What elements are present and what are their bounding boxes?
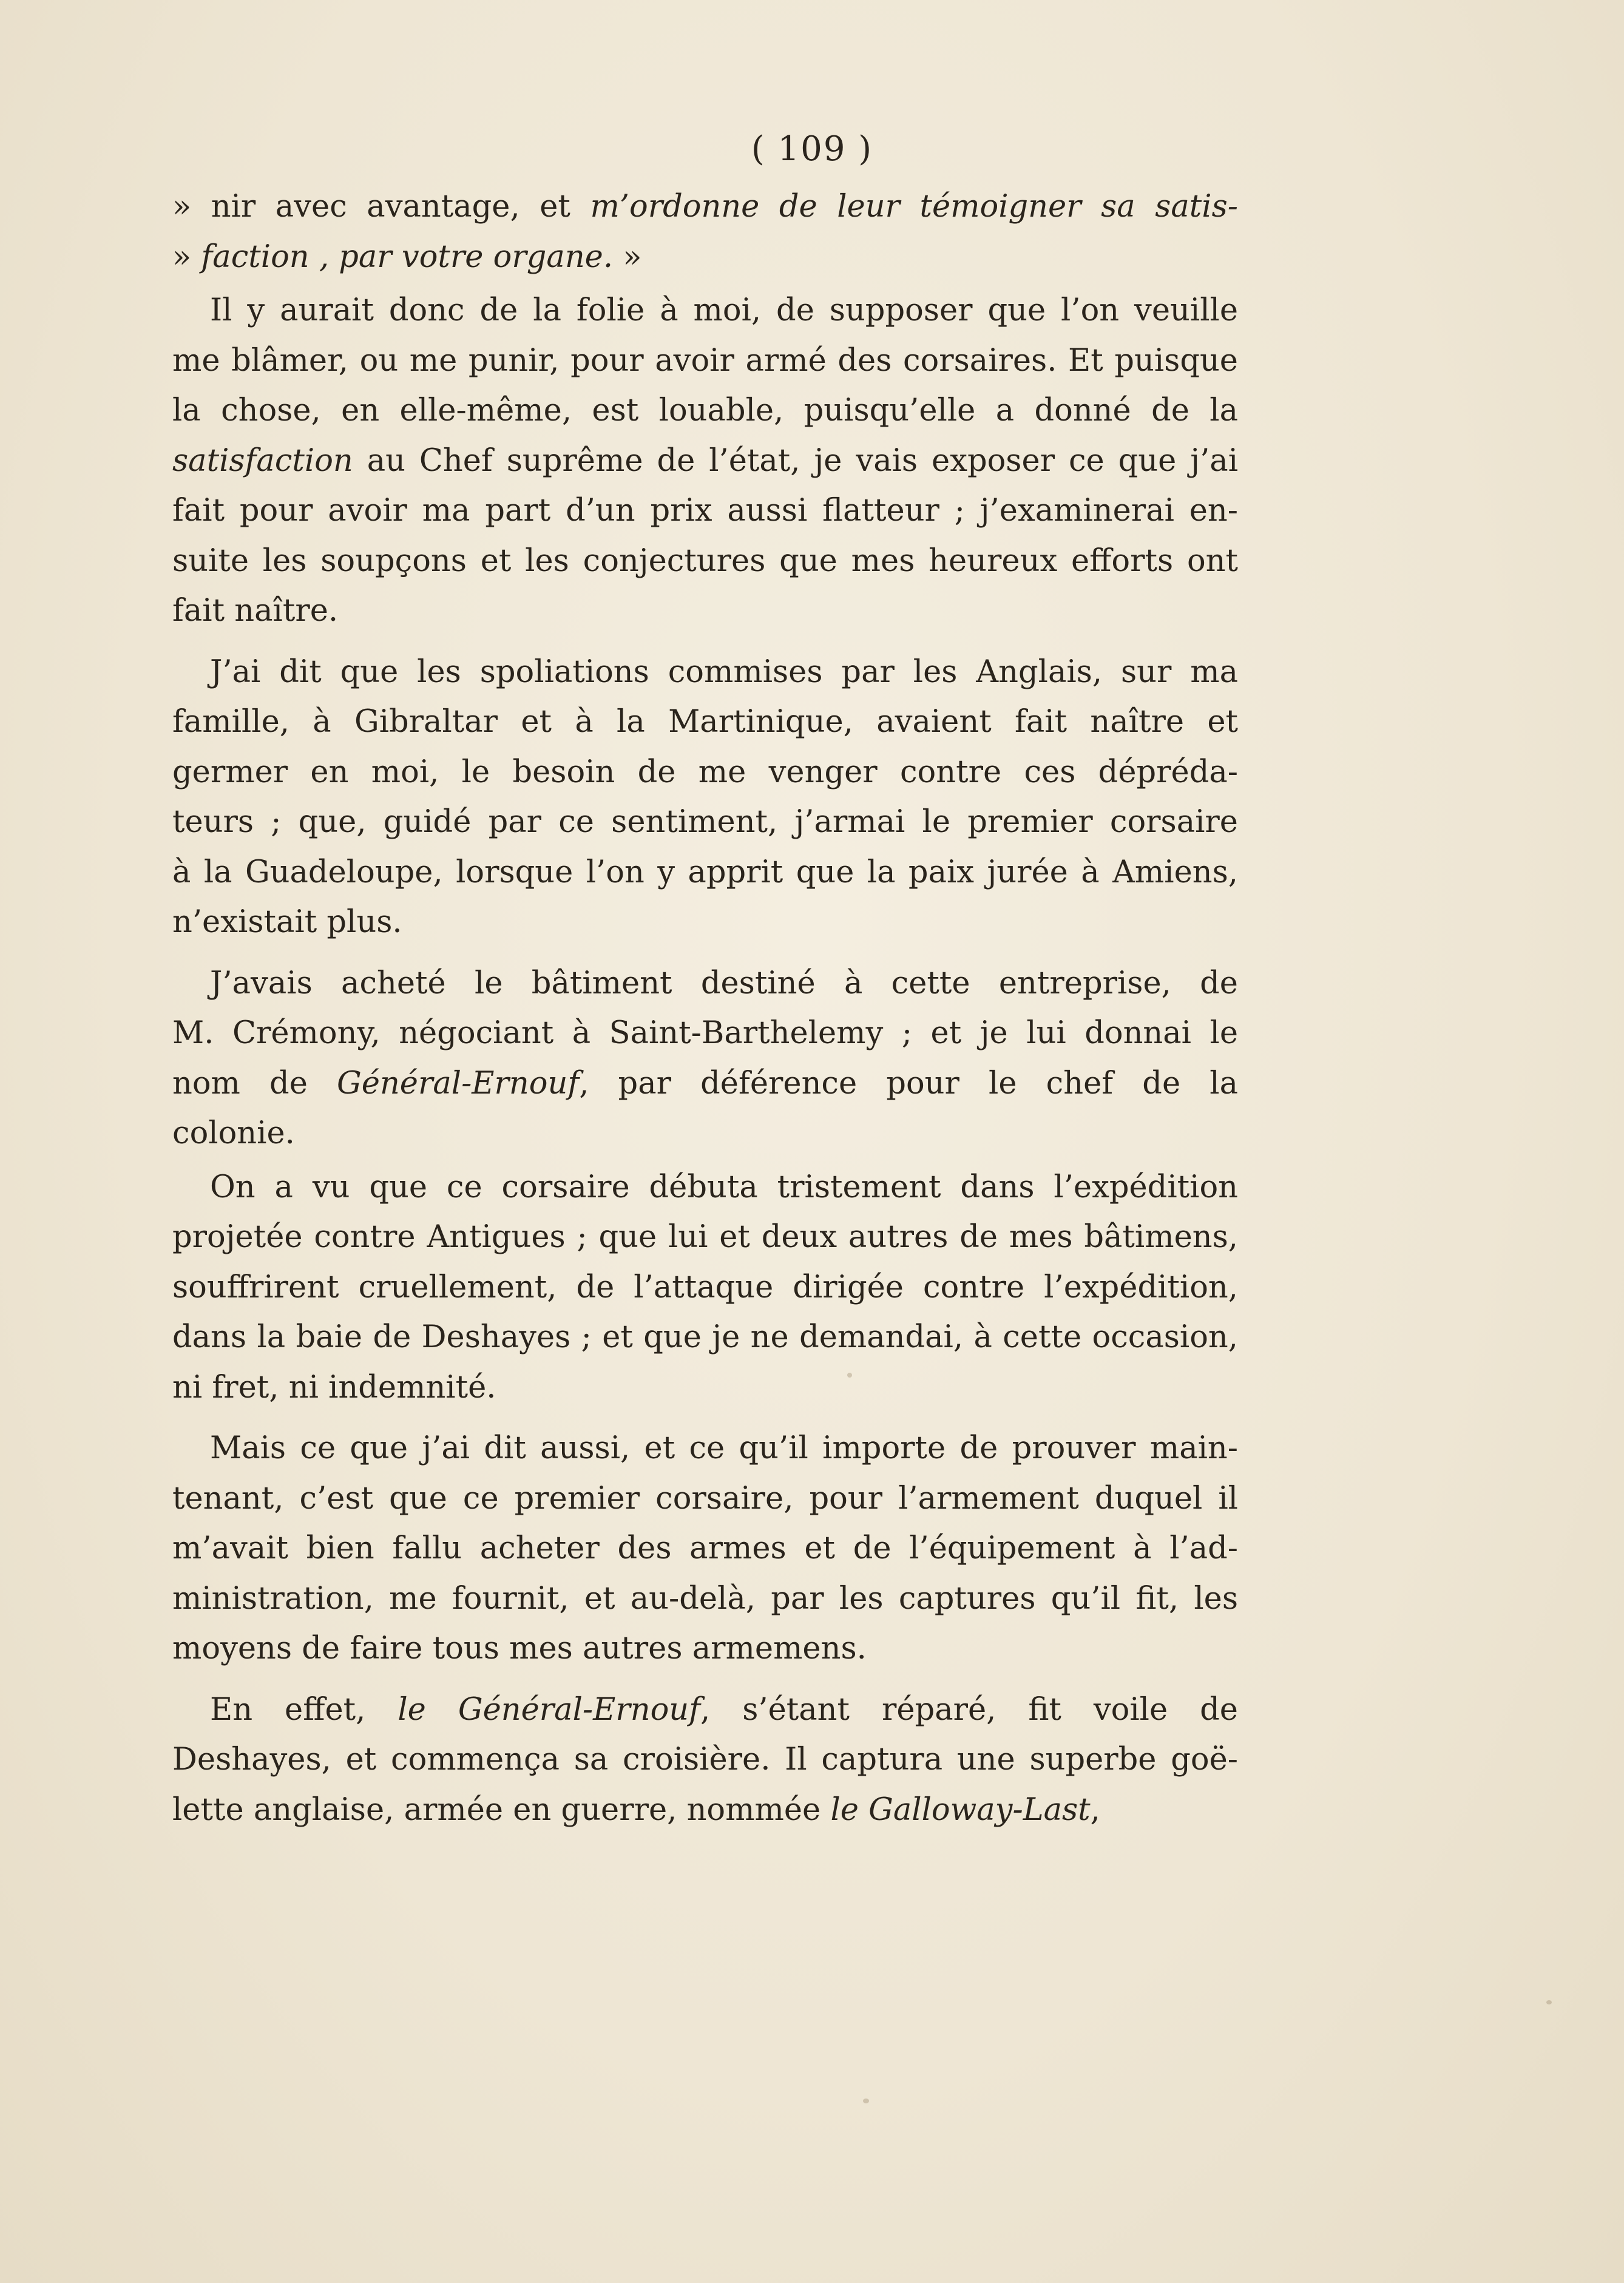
text-run: famille, à Gibraltar et à la Martinique, avaient fait naître et (172, 704, 1238, 740)
text-run: colonie. (172, 1115, 295, 1151)
text-line (172, 648, 1238, 698)
paragraph (172, 1424, 1238, 1674)
text-line (172, 1474, 1238, 1524)
italic-run: satisfaction (172, 442, 353, 479)
text-line (172, 1424, 1238, 1474)
paragraph (172, 182, 1238, 282)
text-run: la chose, en elle-même, est louable, puisqu’elle a donné de la (172, 393, 1238, 428)
text-run: moyens de faire tous mes autres armemens. (172, 1631, 867, 1666)
text-run: fait naître. (172, 593, 339, 629)
italic-run: faction , par votre organe. (201, 238, 614, 275)
text-line (172, 536, 1238, 587)
text-run: , (1090, 1791, 1100, 1828)
text-run: Deshayes, et commença sa croisière. Il captura une superbe goë- (172, 1742, 1238, 1777)
text-run: n’existait plus. (172, 904, 402, 940)
text-line (172, 486, 1238, 536)
text-run: tenant, c’est que ce premier corsaire, pour l’armement duquel il (172, 1480, 1238, 1517)
text-run: En effet, (210, 1691, 398, 1728)
text-line (172, 286, 1238, 336)
text-line (172, 1785, 1238, 1836)
text-line (172, 182, 1238, 232)
text-run: » nir avec avantage, et (172, 189, 590, 225)
body-text (172, 182, 1238, 1835)
italic-run: le Général-Ernouf (398, 1691, 700, 1728)
text-line (172, 386, 1238, 436)
text-run: ni fret, ni indemnité. (172, 1369, 496, 1405)
paragraph (172, 1163, 1238, 1413)
text-run: germer en moi, le besoin de me venger contre ces dépréda- (172, 754, 1238, 790)
italic-run: Général-Ernouf (337, 1065, 580, 1101)
paper-spot (1546, 2000, 1552, 2004)
text-line (172, 848, 1238, 898)
text-line (172, 959, 1238, 1009)
text-line (172, 748, 1238, 798)
text-line (172, 1574, 1238, 1625)
text-run: J’ai dit que les spoliations commises par les Anglais, sur ma (210, 654, 1238, 690)
text-line (172, 1624, 1238, 1674)
text-run: projetée contre Antigues ; que lui et deux autres de mes bâtimens, (172, 1219, 1238, 1255)
italic-run: le Galloway-Last (830, 1791, 1091, 1828)
text-run: On a vu que ce corsaire débuta tristement dans l’expédition (210, 1169, 1238, 1205)
text-run: nom de (172, 1065, 337, 1101)
text-run: Mais ce que j’ai dit aussi, et ce qu’il importe de prouver main- (210, 1430, 1238, 1466)
text-run: ministration, me fournit, et au-delà, par les captures qu’il fit, les (172, 1580, 1238, 1617)
text-line (172, 336, 1238, 387)
italic-run: m’ordonne de leur témoigner sa satis- (590, 189, 1238, 225)
text-line (172, 1524, 1238, 1574)
text-run: suite les soupçons et les conjectures que mes heureux efforts ont (172, 543, 1238, 579)
text-line (172, 232, 1238, 283)
paragraph (172, 648, 1238, 948)
text-line (172, 1163, 1238, 1213)
text-run: à la Guadeloupe, lorsque l’on y apprit que la paix jurée à Amiens, (172, 854, 1238, 890)
text-run: Il y aurait donc de la folie à moi, de supposer que l’on veuille (210, 293, 1238, 328)
text-run: , par déférence pour le chef de la (579, 1065, 1238, 1101)
paper-spot (847, 1373, 852, 1378)
text-run: J’avais acheté le bâtiment destiné à cette entreprise, de (210, 965, 1238, 1001)
text-run: M. Crémony, négociant à Saint-Barthelemy ; et je lui donnai le (172, 1015, 1238, 1051)
paper-spot (863, 2099, 869, 2103)
text-line (172, 1685, 1238, 1736)
text-run: souffrirent cruellement, de l’attaque dirigée contre l’expédition, (172, 1269, 1238, 1305)
paragraph (172, 286, 1238, 637)
text-run: au Chef suprême de l’état, je vais exposer ce que j’ai (353, 442, 1238, 479)
text-run: teurs ; que, guidé par ce sentiment, j’armai le premier corsaire (172, 804, 1238, 840)
text-line (172, 586, 1238, 637)
paragraph (172, 959, 1238, 1159)
text-run: me blâmer, ou me punir, pour avoir armé des corsaires. Et puisque (172, 342, 1238, 379)
text-run: » (613, 238, 642, 275)
text-line (172, 1263, 1238, 1313)
text-line (172, 436, 1238, 487)
text-line (172, 1313, 1238, 1363)
text-line (172, 898, 1238, 948)
text-line (172, 1009, 1238, 1059)
paragraph (172, 1685, 1238, 1836)
text-run: m’avait bien fallu acheter des armes et de l’équipement à l’ad- (172, 1530, 1238, 1566)
text-run: , s’étant réparé, fit voile de (700, 1691, 1238, 1728)
text-line (172, 1059, 1238, 1109)
page-number: ( 109 ) (751, 129, 873, 169)
text-line (172, 797, 1238, 848)
text-line (172, 1109, 1238, 1159)
text-run: lette anglaise, armée en guerre, nommée (172, 1791, 831, 1828)
text-line (172, 1363, 1238, 1413)
text-line (172, 697, 1238, 748)
text-run: dans la baie de Deshayes ; et que je ne demandai, à cette occasion, (172, 1319, 1238, 1355)
text-line (172, 1735, 1238, 1785)
text-run: » (172, 238, 201, 275)
text-line (172, 1213, 1238, 1263)
text-run: fait pour avoir ma part d’un prix aussi flatteur ; j’examinerai en- (172, 493, 1238, 529)
